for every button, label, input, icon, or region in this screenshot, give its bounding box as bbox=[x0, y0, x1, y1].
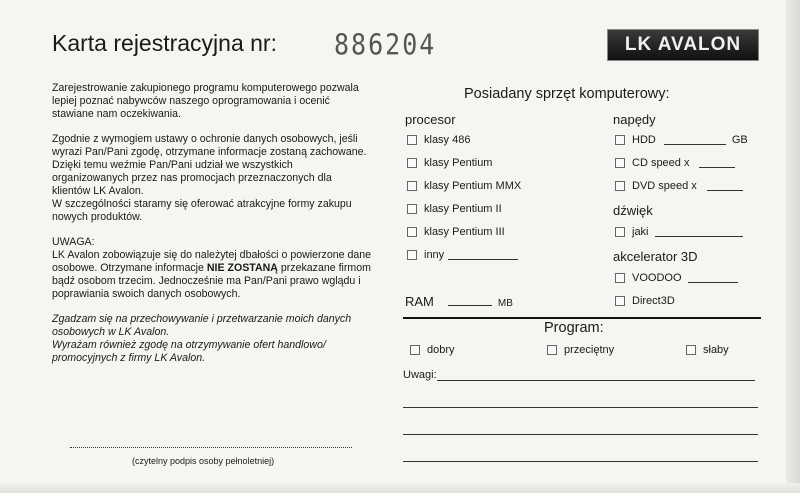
option-label: CD speed x bbox=[632, 157, 690, 169]
ram-row bbox=[405, 294, 513, 309]
processor-option-pentium-mmx[interactable] bbox=[407, 180, 521, 192]
processor-option-pentium-iii[interactable] bbox=[407, 226, 505, 238]
uwaga-text-2: przekazane firmom bądź osobom trzecim. Jednocześnie ma Pan/Pani prawo wglądu i poprawiania swoich danych osobowych. bbox=[52, 262, 371, 300]
option-label: klasy Pentium bbox=[424, 157, 493, 169]
program-heading: Program: bbox=[544, 320, 604, 336]
option-label: jaki bbox=[632, 226, 649, 238]
hdd-unit: GB bbox=[731, 134, 748, 146]
option-label: klasy Pentium II bbox=[424, 203, 502, 215]
card-title: Karta rejestracyjna nr: bbox=[52, 30, 277, 56]
checkbox[interactable] bbox=[407, 227, 417, 237]
checkbox[interactable] bbox=[547, 345, 557, 355]
processor-option-other[interactable] bbox=[407, 249, 518, 261]
hardware-heading: Posiadany sprzęt komputerowy: bbox=[464, 86, 670, 102]
checkbox[interactable] bbox=[407, 158, 417, 168]
lk-avalon-logo: LK AVALON bbox=[607, 29, 759, 61]
processor-option-486[interactable] bbox=[407, 134, 470, 146]
card-edge bbox=[786, 0, 800, 493]
section-divider bbox=[403, 317, 761, 319]
offers-paragraph: W szczególności staramy się oferować atrakcyjne formy zakupu nowych produktów. bbox=[52, 198, 352, 223]
checkbox[interactable] bbox=[407, 250, 417, 260]
uwaga-emphasis: NIE ZOSTANĄ bbox=[206, 262, 278, 274]
remarks-line-2[interactable] bbox=[403, 407, 758, 408]
checkbox[interactable] bbox=[615, 227, 625, 237]
other-processor-field[interactable] bbox=[448, 250, 518, 260]
drive-hdd[interactable] bbox=[615, 134, 748, 146]
checkbox[interactable] bbox=[615, 135, 625, 145]
accel-direct3d[interactable] bbox=[615, 295, 675, 307]
uwaga-title: UWAGA: bbox=[52, 236, 95, 248]
processor-label: procesor bbox=[405, 112, 456, 127]
consent-processing: Zgadzam się na przechowywanie i przetwarzanie moich danych osobowych w LK Avalon. bbox=[52, 313, 352, 338]
rating-poor[interactable] bbox=[686, 344, 729, 356]
signature-caption: (czytelny podpis osoby pełnoletniej) bbox=[132, 456, 275, 466]
hdd-size-field[interactable] bbox=[664, 135, 726, 145]
option-label: klasy Pentium III bbox=[424, 226, 505, 238]
rating-average[interactable] bbox=[547, 344, 614, 356]
sound-card[interactable] bbox=[615, 226, 743, 238]
option-label: słaby bbox=[703, 344, 729, 356]
checkbox[interactable] bbox=[407, 204, 417, 214]
checkbox[interactable] bbox=[615, 158, 625, 168]
option-label: Direct3D bbox=[632, 295, 675, 307]
uwaga-text-1: LK Avalon zobowiązuje się do należytej dbałości o powierzone dane osobowe. Otrzymane informacje bbox=[52, 249, 372, 274]
cd-speed-field[interactable] bbox=[699, 158, 735, 168]
privacy-paragraph: Zgodnie z wymogiem ustawy o ochronie danych osobowych, jeśli wyrazi Pan/Pani zgodę, otrzymane informacje zostaną zachowane. Dzięki temu weźmie Pan/Pani udział we wszystkich organizowanych przez nas promocjach przeznaczonych dla klientów LK Avalon. bbox=[52, 133, 367, 197]
checkbox[interactable] bbox=[686, 345, 696, 355]
remarks-label: Uwagi: bbox=[403, 369, 437, 381]
checkbox[interactable] bbox=[615, 273, 625, 283]
ram-unit: MB bbox=[497, 298, 513, 309]
serial-number: 886204 bbox=[334, 27, 437, 62]
processor-option-pentium[interactable] bbox=[407, 157, 492, 169]
accel-voodoo[interactable] bbox=[615, 272, 738, 284]
sound-label: dźwięk bbox=[613, 203, 653, 218]
info-text bbox=[52, 82, 372, 377]
sound-card-field[interactable] bbox=[655, 227, 743, 237]
option-label: inny bbox=[424, 249, 445, 261]
rating-good[interactable] bbox=[410, 344, 455, 356]
option-label: DVD speed x bbox=[632, 180, 697, 192]
drive-cd[interactable] bbox=[615, 157, 735, 169]
voodoo-field[interactable] bbox=[688, 273, 738, 283]
drive-dvd[interactable] bbox=[615, 180, 743, 192]
intro-paragraph: Zarejestrowanie zakupionego programu komputerowego pozwala lepiej poznać nabywców naszego oprogramowania i ocenić stawiane nam oczekiwania. bbox=[52, 82, 359, 120]
option-label: przeciętny bbox=[564, 344, 615, 356]
drives-label: napędy bbox=[613, 112, 656, 127]
option-label: dobry bbox=[427, 344, 455, 356]
option-label: VOODOO bbox=[632, 272, 682, 284]
accelerator-label: akcelerator 3D bbox=[613, 249, 698, 264]
checkbox[interactable] bbox=[410, 345, 420, 355]
card-bottom-edge bbox=[0, 483, 800, 493]
ram-label: RAM bbox=[405, 294, 434, 309]
processor-option-pentium-ii[interactable] bbox=[407, 203, 502, 215]
ram-field[interactable] bbox=[448, 296, 492, 306]
checkbox[interactable] bbox=[407, 181, 417, 191]
dvd-speed-field[interactable] bbox=[707, 181, 743, 191]
consent-offers: Wyrażam również zgodę na otrzymywanie ofert handlowo/ promocyjnych z firmy LK Avalon. bbox=[52, 339, 326, 364]
signature-line[interactable] bbox=[70, 447, 352, 448]
checkbox[interactable] bbox=[615, 181, 625, 191]
remarks-line-3[interactable] bbox=[403, 434, 758, 435]
option-label: klasy Pentium MMX bbox=[424, 180, 522, 192]
uwaga-paragraph bbox=[52, 249, 372, 301]
checkbox[interactable] bbox=[615, 296, 625, 306]
remarks-line-1[interactable] bbox=[437, 380, 755, 381]
option-label: klasy 486 bbox=[424, 134, 471, 146]
remarks-line-4[interactable] bbox=[403, 461, 758, 462]
option-label: HDD bbox=[632, 134, 656, 146]
checkbox[interactable] bbox=[407, 135, 417, 145]
